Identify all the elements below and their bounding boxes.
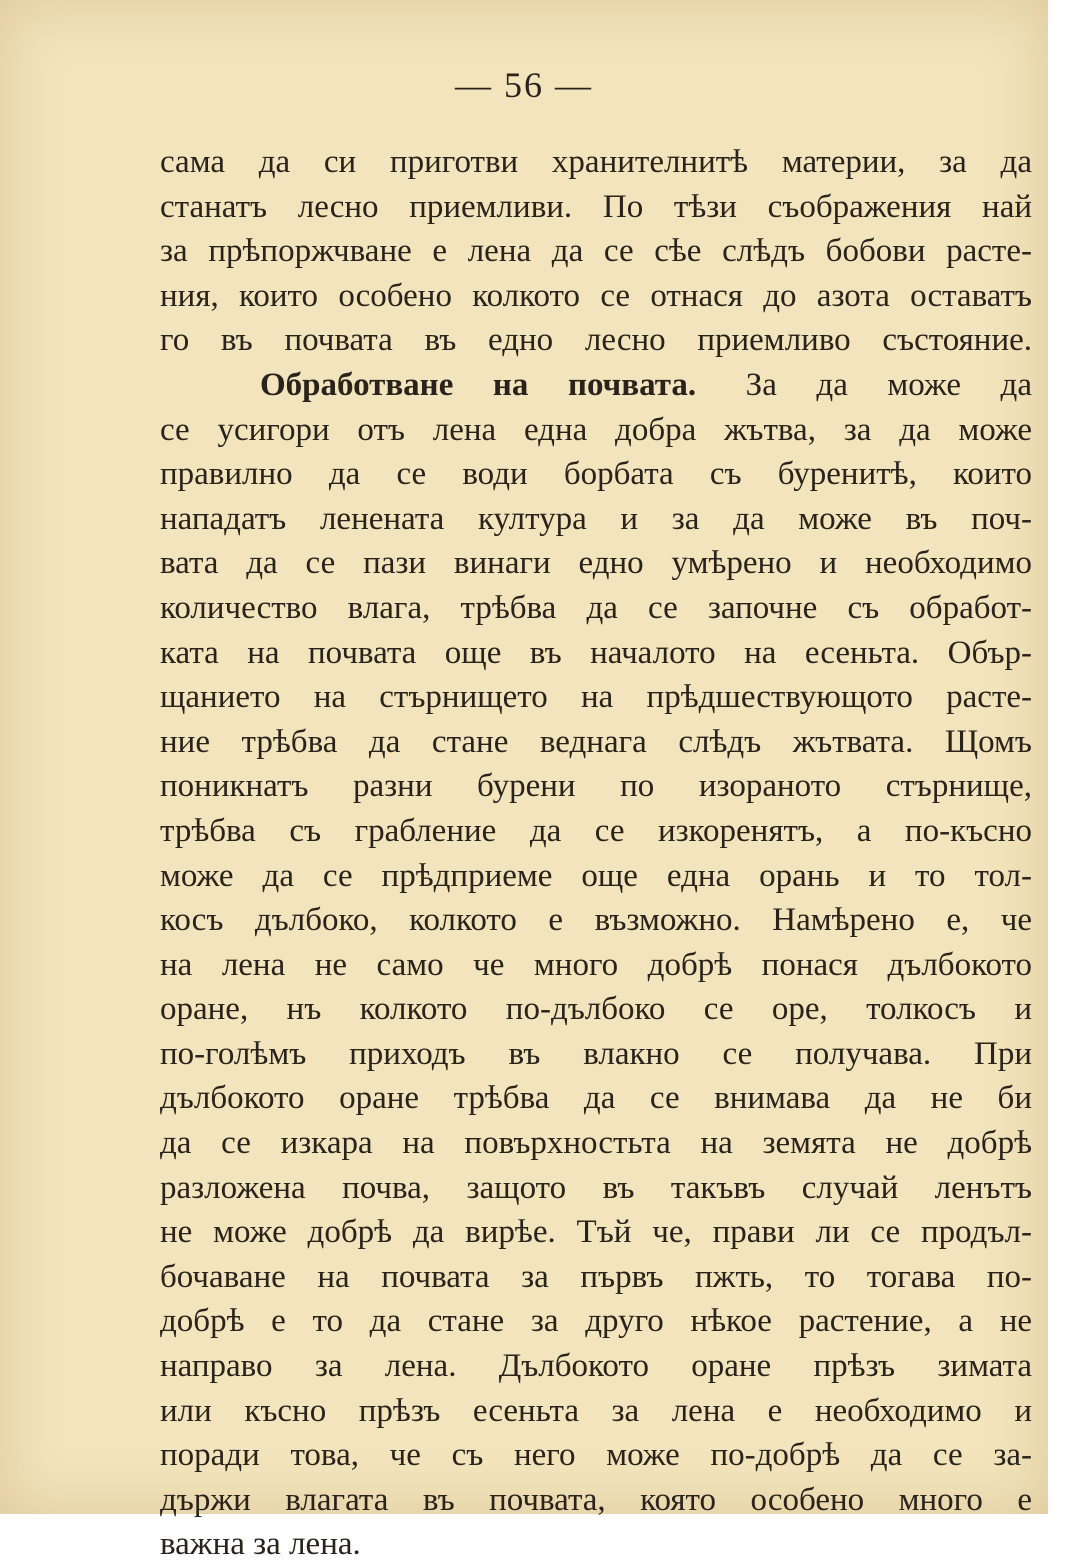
text-line: косъ дълбоко, колкото е възможно. Намѣрено е, че <box>160 902 1032 939</box>
text-line: или късно прѣзъ есеньта за лена е необходимо и <box>160 1392 1032 1429</box>
text-line: ние трѣбва да стане веднага слѣдъ жътвата. Щомъ <box>160 723 1032 760</box>
text-line-first <box>160 363 1032 408</box>
text-line: поради това, че съ него може по-добрѣ да се за- <box>160 1437 1032 1474</box>
section-heading: Обработване на почвата. <box>260 366 697 403</box>
text-line: ката на почвата още въ началото на есеньта. Обър- <box>160 634 1032 671</box>
paragraph-1 <box>160 140 1032 363</box>
text-line: да се изкара на повърхностьта на земята не добрѣ <box>160 1125 1032 1162</box>
text-line: станатъ лесно приемливи. По тѣзи съображения най <box>160 188 1032 225</box>
text-line: нападатъ ленената култура и за да може въ поч- <box>160 500 1032 537</box>
text-line: правилно да се води борбата съ буренитѣ, които <box>160 456 1032 493</box>
text-line: може да се прѣдприеме още една орань и то тол- <box>160 857 1032 894</box>
text-line: по-голѣмъ приходъ въ влакно се получава. При <box>160 1035 1032 1072</box>
heading-line-text: За да може да <box>745 366 1032 403</box>
text-line: не може добрѣ да вирѣе. Тъй че, прави ли се продъл- <box>160 1214 1032 1251</box>
text-line: за прѣпоржчване е лена да се сѣе слѣдъ бобови расте- <box>160 233 1032 270</box>
text-line: вата да се пази винаги едно умѣрено и необходимо <box>160 545 1032 582</box>
text-line: щанието на стърнището на прѣдшествующото расте- <box>160 679 1032 716</box>
text-line: поникнатъ разни бурени по изораното стърнище, <box>160 768 1032 805</box>
text-line: разложена почва, защото въ такъвъ случай ленътъ <box>160 1169 1032 1206</box>
text-line: бочаване на почвата за първъ пжть, то тогава по- <box>160 1258 1032 1295</box>
text-line: сама да си приготви хранителнитѣ материи, за да <box>160 144 1032 180</box>
text-line: добрѣ е то да стане за друго нѣкое растение, а не <box>160 1303 1032 1340</box>
paragraph-2 <box>160 363 1032 1567</box>
text-line: го въ почвата въ едно лесно приемливо състояние. <box>160 322 1032 359</box>
text-line: на лена не само че много добрѣ понася дълбокото <box>160 946 1032 983</box>
text-line: трѣбва съ грабление да се изкоренятъ, а по-късно <box>160 812 1032 849</box>
page-number: — 56 — <box>455 65 593 105</box>
body-text <box>160 140 1032 1567</box>
text-line: дълбокото оране трѣбва да се внимава да не би <box>160 1080 1032 1117</box>
text-line: държи влагата въ почвата, която особено много е <box>160 1481 1032 1518</box>
text-line: оране, нъ колкото по-дълбоко се оре, толкосъ и <box>160 991 1032 1028</box>
text-line: количество влага, трѣбва да се започне съ обработ- <box>160 589 1032 626</box>
text-line: направо за лена. Дълбокото оране прѣзъ зимата <box>160 1348 1032 1385</box>
text-line-last: важна за лена. <box>160 1526 361 1563</box>
text-line: се усигори отъ лена една добра жътва, за да може <box>160 411 1032 448</box>
text-line: ния, които особено колкото се отнася до азота оставатъ <box>160 277 1032 314</box>
